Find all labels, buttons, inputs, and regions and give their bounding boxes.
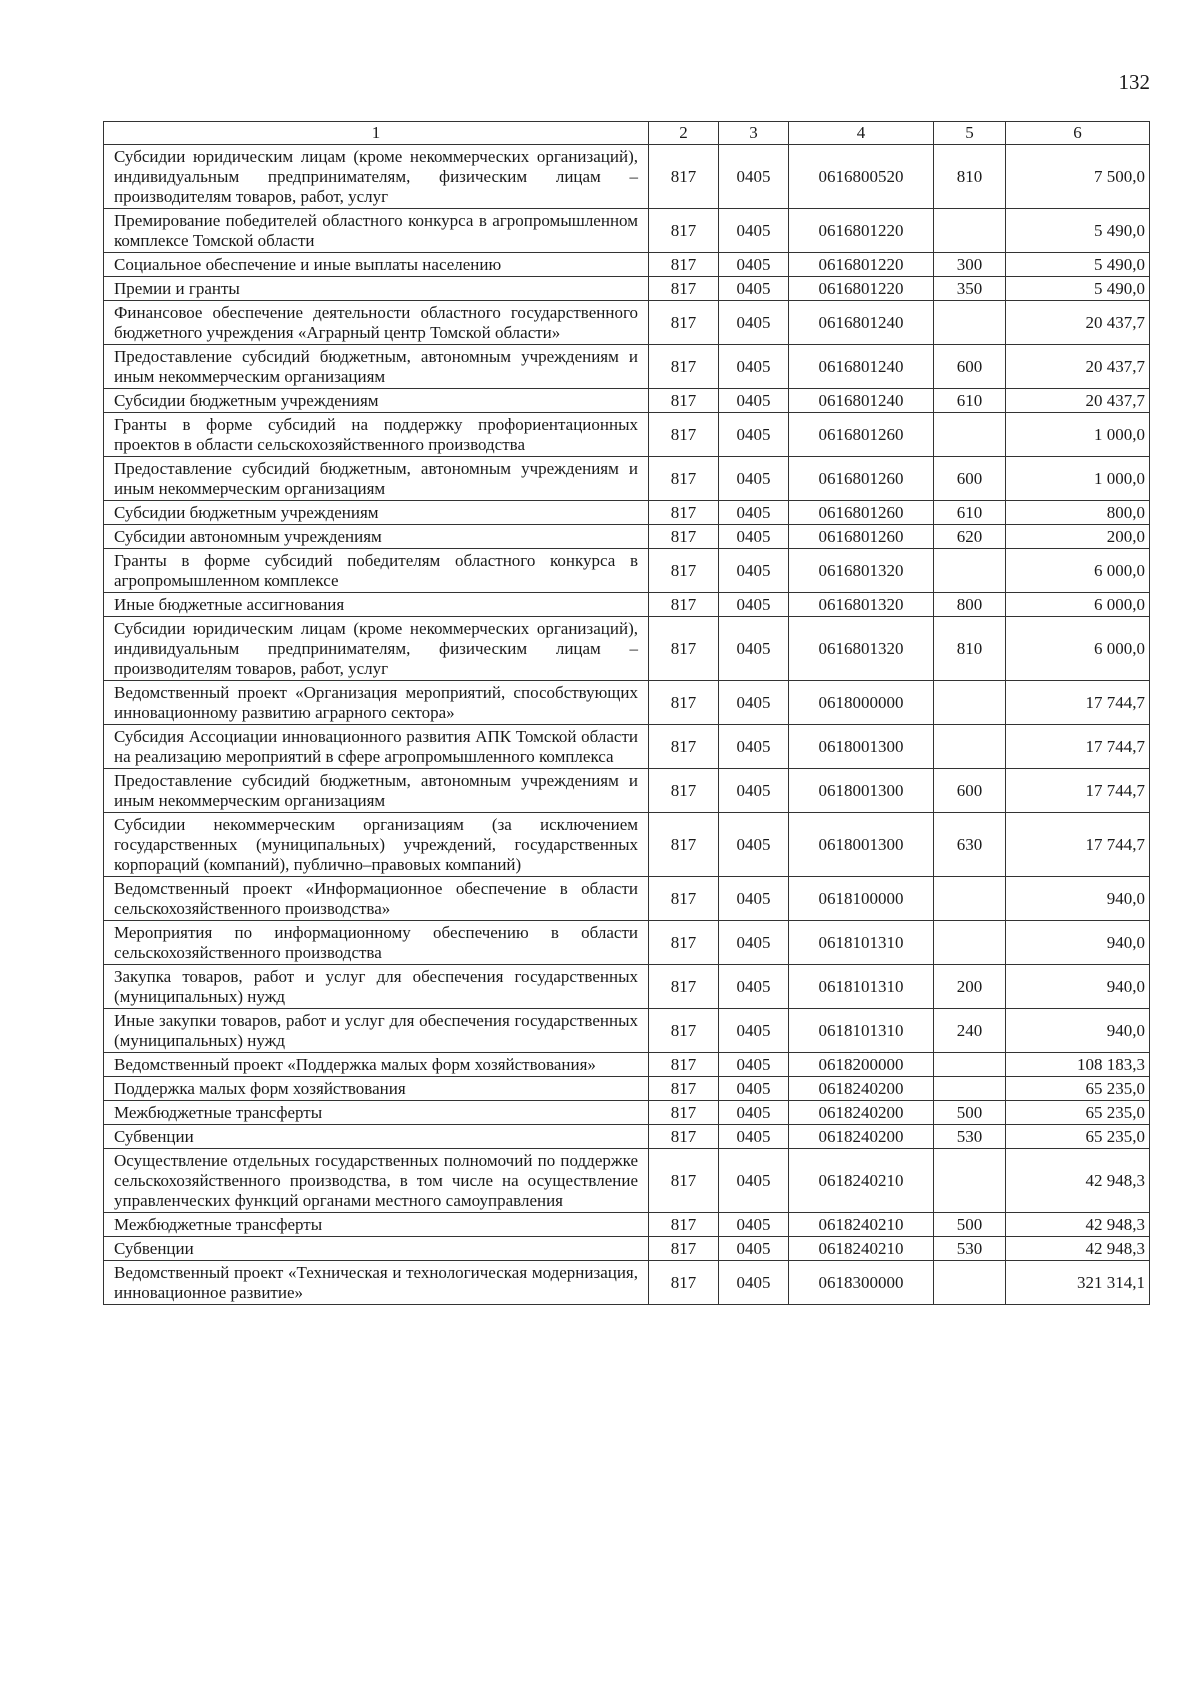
amount-cell: 42 948,3 xyxy=(1006,1237,1150,1261)
section-code-cell: 0405 xyxy=(719,277,789,301)
column-header-1: 1 xyxy=(104,122,649,145)
expense-type-cell: 600 xyxy=(934,345,1006,389)
target-article-cell: 0616801220 xyxy=(789,209,934,253)
ministry-code-cell: 817 xyxy=(649,877,719,921)
expense-type-cell: 600 xyxy=(934,457,1006,501)
target-article-cell: 0618101310 xyxy=(789,921,934,965)
amount-cell: 20 437,7 xyxy=(1006,389,1150,413)
amount-cell: 800,0 xyxy=(1006,501,1150,525)
section-code-cell: 0405 xyxy=(719,769,789,813)
expense-type-cell xyxy=(934,1149,1006,1213)
expense-type-cell xyxy=(934,301,1006,345)
section-code-cell: 0405 xyxy=(719,1261,789,1305)
ministry-code-cell: 817 xyxy=(649,345,719,389)
target-article-cell: 0618240210 xyxy=(789,1213,934,1237)
item-name-cell: Предоставление субсидий бюджетным, автономным учреждениям и иным некоммерческим организациям xyxy=(104,345,649,389)
item-name-cell: Мероприятия по информационному обеспечению в области сельскохозяйственного производства xyxy=(104,921,649,965)
target-article-cell: 0618200000 xyxy=(789,1053,934,1077)
amount-cell: 17 744,7 xyxy=(1006,769,1150,813)
item-name-cell: Закупка товаров, работ и услуг для обеспечения государственных (муниципальных) нужд xyxy=(104,965,649,1009)
table-row xyxy=(104,681,1150,725)
amount-cell: 42 948,3 xyxy=(1006,1213,1150,1237)
amount-cell: 65 235,0 xyxy=(1006,1125,1150,1149)
table-row xyxy=(104,1261,1150,1305)
item-name-cell: Гранты в форме субсидий победителям областного конкурса в агропромышленном комплексе xyxy=(104,549,649,593)
amount-cell: 6 000,0 xyxy=(1006,593,1150,617)
table-row xyxy=(104,965,1150,1009)
amount-cell: 6 000,0 xyxy=(1006,617,1150,681)
header-row xyxy=(104,122,1150,145)
target-article-cell: 0618240200 xyxy=(789,1101,934,1125)
column-header-6: 6 xyxy=(1006,122,1150,145)
amount-cell: 1 000,0 xyxy=(1006,457,1150,501)
amount-cell: 940,0 xyxy=(1006,877,1150,921)
section-code-cell: 0405 xyxy=(719,145,789,209)
expense-type-cell: 630 xyxy=(934,813,1006,877)
item-name-cell: Финансовое обеспечение деятельности областного государственного бюджетного учреждения «Аграрный центр Томской области» xyxy=(104,301,649,345)
section-code-cell: 0405 xyxy=(719,1053,789,1077)
expense-type-cell xyxy=(934,1261,1006,1305)
target-article-cell: 0616801240 xyxy=(789,301,934,345)
table-row xyxy=(104,501,1150,525)
table-row xyxy=(104,209,1150,253)
item-name-cell: Социальное обеспечение и иные выплаты населению xyxy=(104,253,649,277)
amount-cell: 17 744,7 xyxy=(1006,813,1150,877)
ministry-code-cell: 817 xyxy=(649,501,719,525)
target-article-cell: 0616801260 xyxy=(789,501,934,525)
ministry-code-cell: 817 xyxy=(649,1149,719,1213)
target-article-cell: 0616801260 xyxy=(789,457,934,501)
section-code-cell: 0405 xyxy=(719,965,789,1009)
table-body xyxy=(104,145,1150,1305)
ministry-code-cell: 817 xyxy=(649,1237,719,1261)
item-name-cell: Предоставление субсидий бюджетным, автономным учреждениям и иным некоммерческим организациям xyxy=(104,457,649,501)
target-article-cell: 0618240200 xyxy=(789,1125,934,1149)
ministry-code-cell: 817 xyxy=(649,457,719,501)
item-name-cell: Субсидии бюджетным учреждениям xyxy=(104,501,649,525)
item-name-cell: Иные бюджетные ассигнования xyxy=(104,593,649,617)
expense-type-cell xyxy=(934,1077,1006,1101)
section-code-cell: 0405 xyxy=(719,681,789,725)
table-row xyxy=(104,1149,1150,1213)
column-header-4: 4 xyxy=(789,122,934,145)
item-name-cell: Поддержка малых форм хозяйствования xyxy=(104,1077,649,1101)
expense-type-cell: 600 xyxy=(934,769,1006,813)
section-code-cell: 0405 xyxy=(719,525,789,549)
ministry-code-cell: 817 xyxy=(649,1009,719,1053)
table-row xyxy=(104,389,1150,413)
ministry-code-cell: 817 xyxy=(649,301,719,345)
section-code-cell: 0405 xyxy=(719,413,789,457)
table-row xyxy=(104,1053,1150,1077)
column-header-5: 5 xyxy=(934,122,1006,145)
amount-cell: 65 235,0 xyxy=(1006,1077,1150,1101)
section-code-cell: 0405 xyxy=(719,1009,789,1053)
ministry-code-cell: 817 xyxy=(649,617,719,681)
target-article-cell: 0618240210 xyxy=(789,1149,934,1213)
ministry-code-cell: 817 xyxy=(649,813,719,877)
expense-type-cell: 810 xyxy=(934,617,1006,681)
amount-cell: 5 490,0 xyxy=(1006,277,1150,301)
amount-cell: 20 437,7 xyxy=(1006,345,1150,389)
section-code-cell: 0405 xyxy=(719,549,789,593)
section-code-cell: 0405 xyxy=(719,457,789,501)
item-name-cell: Предоставление субсидий бюджетным, автономным учреждениям и иным некоммерческим организациям xyxy=(104,769,649,813)
table-row xyxy=(104,617,1150,681)
amount-cell: 108 183,3 xyxy=(1006,1053,1150,1077)
table-row xyxy=(104,413,1150,457)
section-code-cell: 0405 xyxy=(719,1213,789,1237)
expense-type-cell: 620 xyxy=(934,525,1006,549)
table-row xyxy=(104,1009,1150,1053)
target-article-cell: 0618000000 xyxy=(789,681,934,725)
amount-cell: 940,0 xyxy=(1006,965,1150,1009)
ministry-code-cell: 817 xyxy=(649,921,719,965)
ministry-code-cell: 817 xyxy=(649,1101,719,1125)
expense-type-cell xyxy=(934,877,1006,921)
expense-type-cell xyxy=(934,549,1006,593)
table-row xyxy=(104,1125,1150,1149)
expense-type-cell: 530 xyxy=(934,1237,1006,1261)
table-row xyxy=(104,593,1150,617)
item-name-cell: Ведомственный проект «Техническая и технологическая модернизация, инновационное развитие» xyxy=(104,1261,649,1305)
ministry-code-cell: 817 xyxy=(649,525,719,549)
table-row xyxy=(104,1077,1150,1101)
section-code-cell: 0405 xyxy=(719,813,789,877)
section-code-cell: 0405 xyxy=(719,389,789,413)
ministry-code-cell: 817 xyxy=(649,1213,719,1237)
table-row xyxy=(104,345,1150,389)
ministry-code-cell: 817 xyxy=(649,965,719,1009)
table-header xyxy=(104,122,1150,145)
table-row xyxy=(104,145,1150,209)
table-row xyxy=(104,725,1150,769)
table-row xyxy=(104,1213,1150,1237)
expense-type-cell: 610 xyxy=(934,389,1006,413)
table-row xyxy=(104,525,1150,549)
target-article-cell: 0618240200 xyxy=(789,1077,934,1101)
amount-cell: 17 744,7 xyxy=(1006,725,1150,769)
table-row xyxy=(104,769,1150,813)
table-row xyxy=(104,813,1150,877)
expense-type-cell xyxy=(934,681,1006,725)
section-code-cell: 0405 xyxy=(719,301,789,345)
ministry-code-cell: 817 xyxy=(649,209,719,253)
table-row xyxy=(104,921,1150,965)
expense-type-cell xyxy=(934,413,1006,457)
expense-type-cell: 200 xyxy=(934,965,1006,1009)
amount-cell: 200,0 xyxy=(1006,525,1150,549)
ministry-code-cell: 817 xyxy=(649,389,719,413)
target-article-cell: 0616801320 xyxy=(789,593,934,617)
budget-table xyxy=(103,121,1150,1305)
item-name-cell: Ведомственный проект «Организация мероприятий, способствующих инновационному развитию аграрного сектора» xyxy=(104,681,649,725)
amount-cell: 321 314,1 xyxy=(1006,1261,1150,1305)
expense-type-cell: 300 xyxy=(934,253,1006,277)
ministry-code-cell: 817 xyxy=(649,769,719,813)
item-name-cell: Субвенции xyxy=(104,1237,649,1261)
target-article-cell: 0618001300 xyxy=(789,769,934,813)
table-row xyxy=(104,1237,1150,1261)
ministry-code-cell: 817 xyxy=(649,277,719,301)
section-code-cell: 0405 xyxy=(719,345,789,389)
target-article-cell: 0616801240 xyxy=(789,389,934,413)
amount-cell: 42 948,3 xyxy=(1006,1149,1150,1213)
target-article-cell: 0618101310 xyxy=(789,1009,934,1053)
item-name-cell: Иные закупки товаров, работ и услуг для обеспечения государственных (муниципальных) нужд xyxy=(104,1009,649,1053)
ministry-code-cell: 817 xyxy=(649,1261,719,1305)
ministry-code-cell: 817 xyxy=(649,593,719,617)
column-header-2: 2 xyxy=(649,122,719,145)
expense-type-cell xyxy=(934,1053,1006,1077)
expense-type-cell: 240 xyxy=(934,1009,1006,1053)
item-name-cell: Гранты в форме субсидий на поддержку профориентационных проектов в области сельскохозяйственного производства xyxy=(104,413,649,457)
item-name-cell: Субсидии автономным учреждениям xyxy=(104,525,649,549)
table-row xyxy=(104,277,1150,301)
ministry-code-cell: 817 xyxy=(649,1077,719,1101)
section-code-cell: 0405 xyxy=(719,921,789,965)
target-article-cell: 0618101310 xyxy=(789,965,934,1009)
expense-type-cell: 610 xyxy=(934,501,1006,525)
table-row xyxy=(104,549,1150,593)
amount-cell: 940,0 xyxy=(1006,921,1150,965)
section-code-cell: 0405 xyxy=(719,877,789,921)
target-article-cell: 0616801320 xyxy=(789,549,934,593)
expense-type-cell: 530 xyxy=(934,1125,1006,1149)
section-code-cell: 0405 xyxy=(719,1237,789,1261)
table-row xyxy=(104,457,1150,501)
expense-type-cell xyxy=(934,921,1006,965)
amount-cell: 940,0 xyxy=(1006,1009,1150,1053)
item-name-cell: Осуществление отдельных государственных полномочий по поддержке сельскохозяйственного производства, в том числе на осуществление управленческих функций органами местного самоуправления xyxy=(104,1149,649,1213)
column-header-3: 3 xyxy=(719,122,789,145)
target-article-cell: 0616800520 xyxy=(789,145,934,209)
item-name-cell: Межбюджетные трансферты xyxy=(104,1101,649,1125)
amount-cell: 7 500,0 xyxy=(1006,145,1150,209)
table-row xyxy=(104,1101,1150,1125)
amount-cell: 6 000,0 xyxy=(1006,549,1150,593)
target-article-cell: 0616801260 xyxy=(789,525,934,549)
expense-type-cell: 810 xyxy=(934,145,1006,209)
item-name-cell: Субсидия Ассоциации инновационного развития АПК Томской области на реализацию мероприятий в сфере агропромышленного комплекса xyxy=(104,725,649,769)
ministry-code-cell: 817 xyxy=(649,681,719,725)
expense-type-cell xyxy=(934,209,1006,253)
item-name-cell: Межбюджетные трансферты xyxy=(104,1213,649,1237)
expense-type-cell: 500 xyxy=(934,1101,1006,1125)
section-code-cell: 0405 xyxy=(719,1101,789,1125)
section-code-cell: 0405 xyxy=(719,1149,789,1213)
target-article-cell: 0616801240 xyxy=(789,345,934,389)
table-row xyxy=(104,253,1150,277)
item-name-cell: Премии и гранты xyxy=(104,277,649,301)
ministry-code-cell: 817 xyxy=(649,145,719,209)
ministry-code-cell: 817 xyxy=(649,413,719,457)
ministry-code-cell: 817 xyxy=(649,1125,719,1149)
target-article-cell: 0618240210 xyxy=(789,1237,934,1261)
target-article-cell: 0616801220 xyxy=(789,253,934,277)
target-article-cell: 0616801220 xyxy=(789,277,934,301)
ministry-code-cell: 817 xyxy=(649,253,719,277)
target-article-cell: 0616801260 xyxy=(789,413,934,457)
expense-type-cell: 800 xyxy=(934,593,1006,617)
section-code-cell: 0405 xyxy=(719,501,789,525)
amount-cell: 65 235,0 xyxy=(1006,1101,1150,1125)
amount-cell: 1 000,0 xyxy=(1006,413,1150,457)
section-code-cell: 0405 xyxy=(719,253,789,277)
section-code-cell: 0405 xyxy=(719,617,789,681)
item-name-cell: Субвенции xyxy=(104,1125,649,1149)
table-row xyxy=(104,301,1150,345)
item-name-cell: Субсидии юридическим лицам (кроме некоммерческих организаций), индивидуальным предпринимателям, физическим лицам – производителям товаров, работ, услуг xyxy=(104,617,649,681)
ministry-code-cell: 817 xyxy=(649,1053,719,1077)
amount-cell: 5 490,0 xyxy=(1006,253,1150,277)
item-name-cell: Премирование победителей областного конкурса в агропромышленном комплексе Томской области xyxy=(104,209,649,253)
target-article-cell: 0618001300 xyxy=(789,725,934,769)
target-article-cell: 0618300000 xyxy=(789,1261,934,1305)
ministry-code-cell: 817 xyxy=(649,725,719,769)
target-article-cell: 0618001300 xyxy=(789,813,934,877)
expense-type-cell xyxy=(934,725,1006,769)
target-article-cell: 0616801320 xyxy=(789,617,934,681)
section-code-cell: 0405 xyxy=(719,209,789,253)
section-code-cell: 0405 xyxy=(719,725,789,769)
amount-cell: 5 490,0 xyxy=(1006,209,1150,253)
table-row xyxy=(104,877,1150,921)
item-name-cell: Субсидии некоммерческим организациям (за исключением государственных (муниципальных) учреждений, государственных корпораций (компаний), публично–правовых компаний) xyxy=(104,813,649,877)
item-name-cell: Субсидии юридическим лицам (кроме некоммерческих организаций), индивидуальным предпринимателям, физическим лицам – производителям товаров, работ, услуг xyxy=(104,145,649,209)
ministry-code-cell: 817 xyxy=(649,549,719,593)
expense-type-cell: 500 xyxy=(934,1213,1006,1237)
item-name-cell: Субсидии бюджетным учреждениям xyxy=(104,389,649,413)
target-article-cell: 0618100000 xyxy=(789,877,934,921)
section-code-cell: 0405 xyxy=(719,1077,789,1101)
item-name-cell: Ведомственный проект «Поддержка малых форм хозяйствования» xyxy=(104,1053,649,1077)
item-name-cell: Ведомственный проект «Информационное обеспечение в области сельскохозяйственного производства» xyxy=(104,877,649,921)
expense-type-cell: 350 xyxy=(934,277,1006,301)
section-code-cell: 0405 xyxy=(719,1125,789,1149)
amount-cell: 17 744,7 xyxy=(1006,681,1150,725)
page-number: 132 xyxy=(1118,70,1150,94)
amount-cell: 20 437,7 xyxy=(1006,301,1150,345)
section-code-cell: 0405 xyxy=(719,593,789,617)
